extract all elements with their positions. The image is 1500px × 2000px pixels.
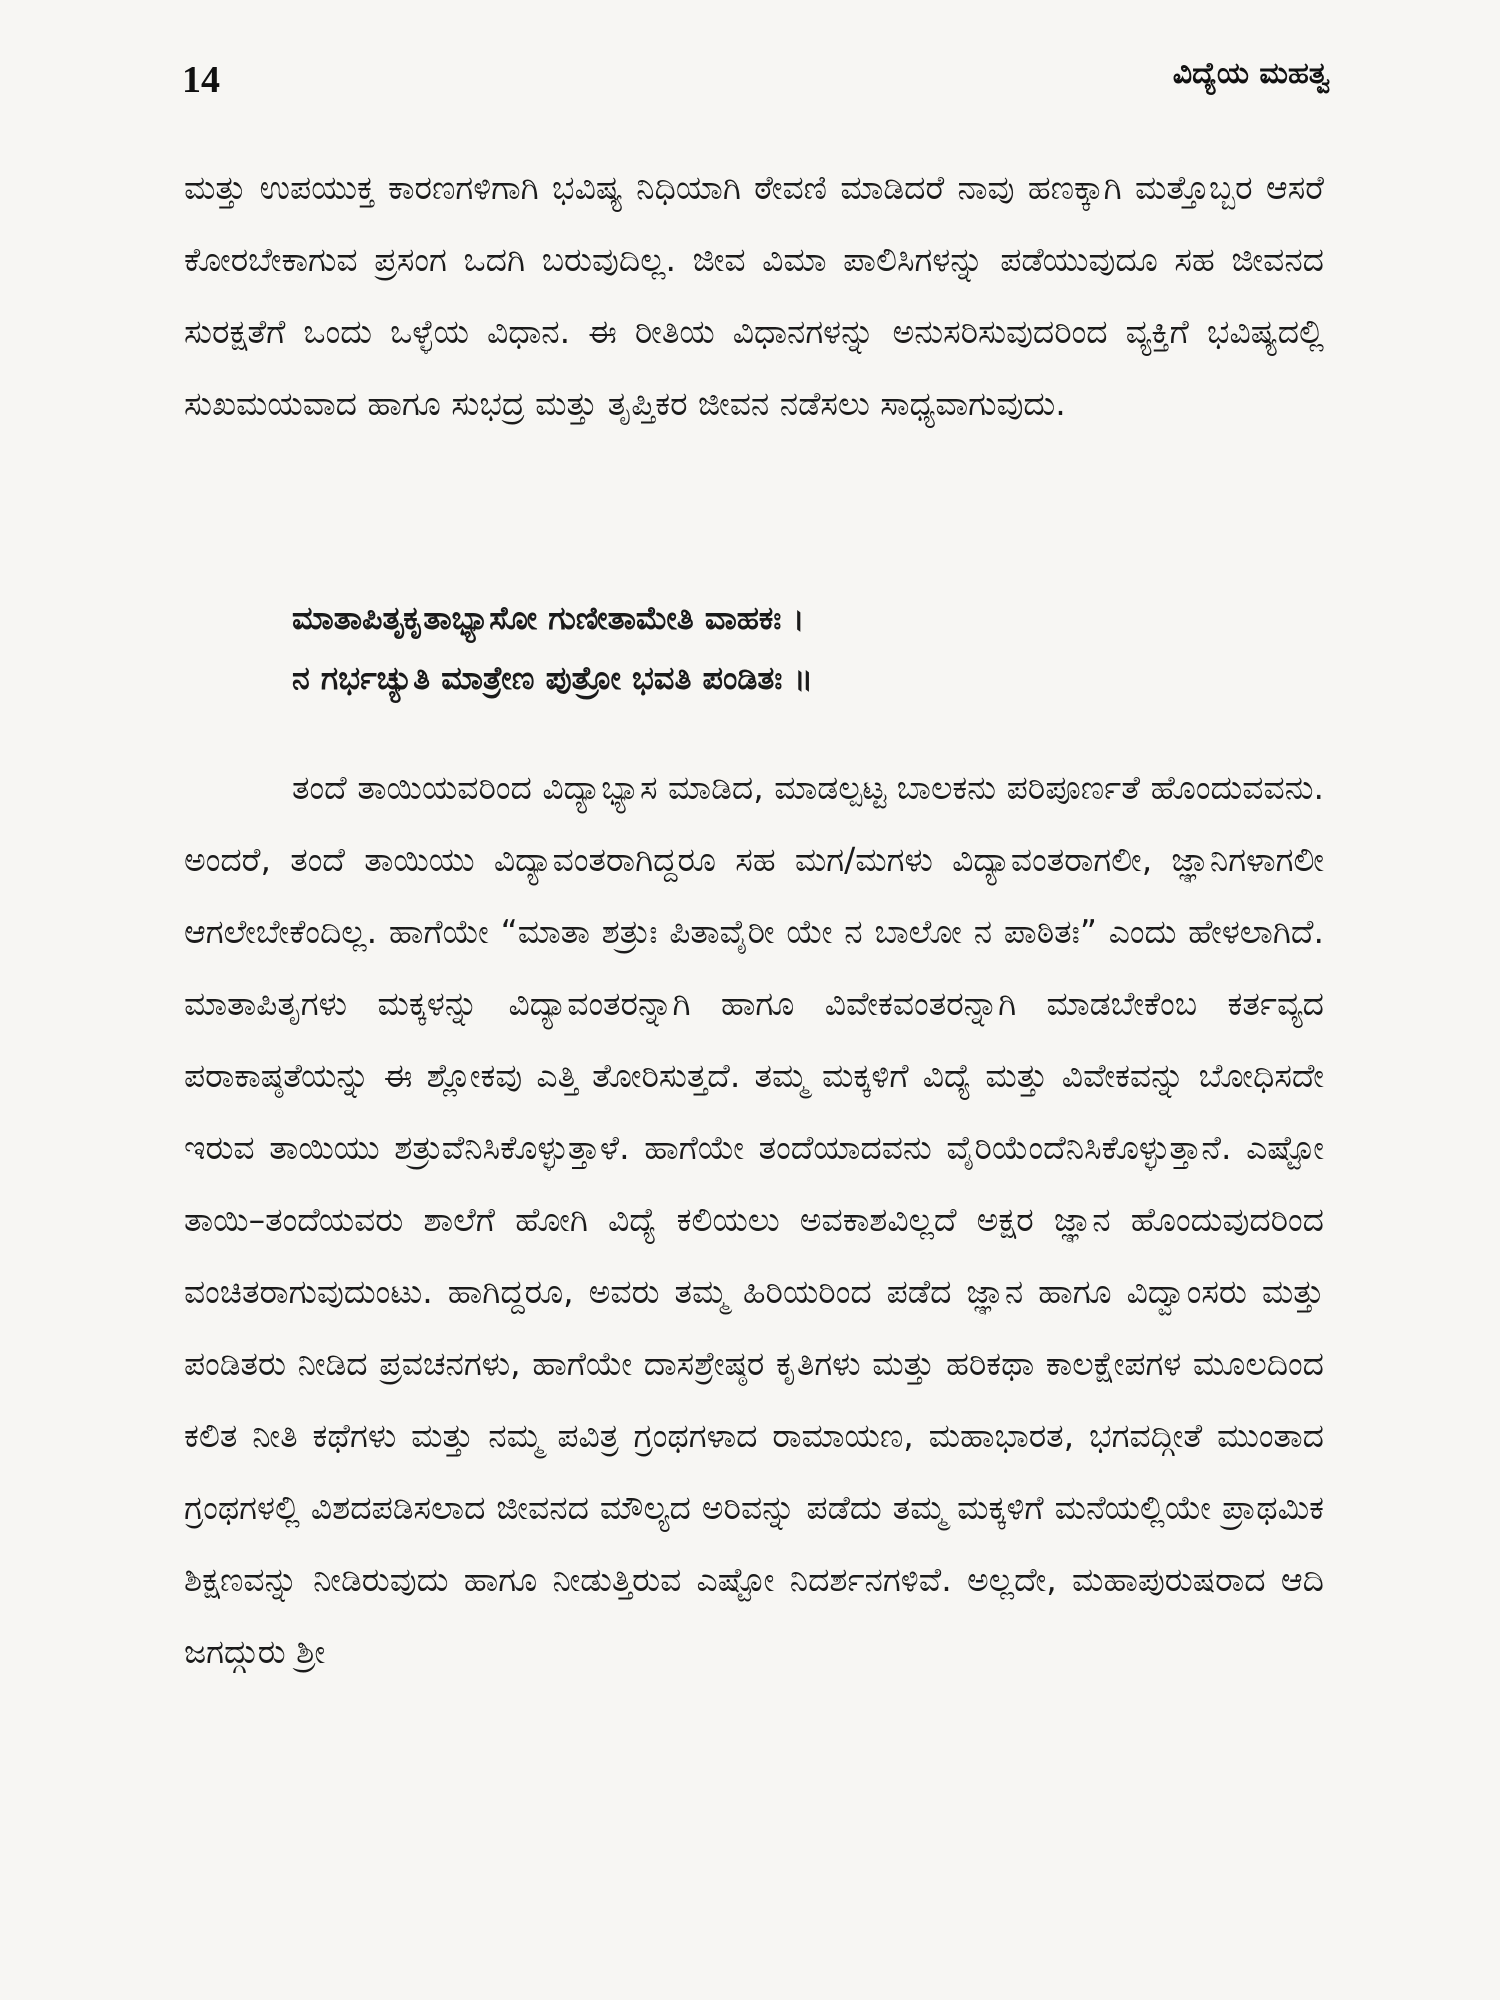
verse-line-2: ನ ಗರ್ಭಚ್ಯುತಿ ಮಾತ್ರೇಣ ಪುತ್ರೋ ಭವತಿ ಪಂಡಿತಃ ॥ [292, 659, 813, 697]
verse-line-1: ಮಾತಾಪಿತೃಕೃತಾಭ್ಯಾಸೋ ಗುಣೀತಾಮೇತಿ ವಾಹಕಃ । [292, 599, 805, 637]
page-number: 14 [182, 59, 220, 101]
sanskrit-verse [292, 588, 813, 708]
paragraph-1: ಮತ್ತು ಉಪಯುಕ್ತ ಕಾರಣಗಳಿಗಾಗಿ ಭವಿಷ್ಯ ನಿಧಿಯಾಗಿ ಠೇವಣಿ ಮಾಡಿದರೆ ನಾವು ಹಣಕ್ಕಾಗಿ ಮತ್ತೊಬ್ಬರ ಆಸರೆ ಕೋರಬೇಕಾಗುವ ಪ್ರಸಂಗ ಒದಗಿ ಬರುವುದಿಲ್ಲ. ಜೀವ ವಿಮಾ ಪಾಲಿಸಿಗಳನ್ನು ಪಡೆಯುವುದೂ ಸಹ ಜೀವನದ ಸುರಕ್ಷತೆಗೆ ಒಂದು ಒಳ್ಳೆಯ ವಿಧಾನ. ಈ ರೀತಿಯ ವಿಧಾನಗಳನ್ನು ಅನುಸರಿಸುವುದರಿಂದ ವ್ಯಕ್ತಿಗೆ ಭವಿಷ್ಯದಲ್ಲಿ ಸುಖಮಯವಾದ ಹಾಗೂ ಸುಭದ್ರ ಮತ್ತು ತೃಪ್ತಿಕರ ಜೀವನ ನಡೆಸಲು ಸಾಧ್ಯವಾಗುವುದು. [184, 168, 1324, 423]
running-title: ವಿದ್ಯೆಯ ಮಹತ್ವ [1172, 56, 1330, 91]
paragraph-2: ತಂದೆ ತಾಯಿಯವರಿಂದ ವಿದ್ಯಾಭ್ಯಾಸ ಮಾಡಿದ, ಮಾಡಲ್ಪಟ್ಟ ಬಾಲಕನು ಪರಿಪೂರ್ಣತೆ ಹೊಂದುವವನು. ಅಂದರೆ, ತಂದೆ ತಾಯಿಯು ವಿದ್ಯಾವಂತರಾಗಿದ್ದರೂ ಸಹ ಮಗ/ಮಗಳು ವಿದ್ಯಾವಂತರಾಗಲೀ, ಜ್ಞಾನಿಗಳಾಗಲೀ ಆಗಲೇಬೇಕೆಂದಿಲ್ಲ. ಹಾಗೆಯೇ “ಮಾತಾ ಶತ್ರುಃ ಪಿತಾವೈರೀ ಯೇ ನ ಬಾಲೋ ನ ಪಾಠಿತಃ” ಎಂದು ಹೇಳಲಾಗಿದೆ. ಮಾತಾಪಿತೃಗಳು ಮಕ್ಕಳನ್ನು ವಿದ್ಯಾವಂತರನ್ನಾಗಿ ಹಾಗೂ ವಿವೇಕವಂತರನ್ನಾಗಿ ಮಾಡಬೇಕೆಂಬ ಕರ್ತವ್ಯದ ಪರಾಕಾಷ್ಠತೆಯನ್ನು ಈ ಶ್ಲೋಕವು ಎತ್ತಿ ತೋರಿಸುತ್ತದೆ. ತಮ್ಮ ಮಕ್ಕಳಿಗೆ ವಿದ್ಯೆ ಮತ್ತು ವಿವೇಕವನ್ನು ಬೋಧಿಸದೇ ಇರುವ ತಾಯಿಯು ಶತ್ರುವೆನಿಸಿಕೊಳ್ಳುತ್ತಾಳೆ. ಹಾಗೆಯೇ ತಂದೆಯಾದವನು ವೈರಿಯೆಂದೆನಿಸಿಕೊಳ್ಳುತ್ತಾನೆ. ಎಷ್ಟೋ ತಾಯಿ–ತಂದೆಯವರು ಶಾಲೆಗೆ ಹೋಗಿ ವಿದ್ಯೆ ಕಲಿಯಲು ಅವಕಾಶವಿಲ್ಲದೆ ಅಕ್ಷರ ಜ್ಞಾನ ಹೊಂದುವುದರಿಂದ ವಂಚಿತರಾಗುವುದುಂಟು. ಹಾಗಿದ್ದರೂ, ಅವರು ತಮ್ಮ ಹಿರಿಯರಿಂದ ಪಡೆದ ಜ್ಞಾನ ಹಾಗೂ ವಿದ್ವಾಂಸರು ಮತ್ತು ಪಂಡಿತರು ನೀಡಿದ ಪ್ರವಚನಗಳು, ಹಾಗೆಯೇ ದಾಸಶ್ರೇಷ್ಠರ ಕೃತಿಗಳು ಮತ್ತು ಹರಿಕಥಾ ಕಾಲಕ್ಷೇಪಗಳ ಮೂಲದಿಂದ ಕಲಿತ ನೀತಿ ಕಥೆಗಳು ಮತ್ತು ನಮ್ಮ ಪವಿತ್ರ ಗ್ರಂಥಗಳಾದ ರಾಮಾಯಣ, ಮಹಾಭಾರತ, ಭಗವದ್ಗೀತೆ ಮುಂತಾದ ಗ್ರಂಥಗಳಲ್ಲಿ ವಿಶದಪಡಿಸಲಾದ ಜೀವನದ ಮೌಲ್ಯದ ಅರಿವನ್ನು ಪಡೆದು ತಮ್ಮ ಮಕ್ಕಳಿಗೆ ಮನೆಯಲ್ಲಿಯೇ ಪ್ರಾಥಮಿಕ ಶಿಕ್ಷಣವನ್ನು ನೀಡಿರುವುದು ಹಾಗೂ ನೀಡುತ್ತಿರುವ ಎಷ್ಟೋ ನಿದರ್ಶನಗಳಿವೆ. ಅಲ್ಲದೇ, ಮಹಾಪುರುಷರಾದ ಆದಿ ಜಗದ್ಗುರು ಶ್ರೀ [184, 768, 1324, 1671]
